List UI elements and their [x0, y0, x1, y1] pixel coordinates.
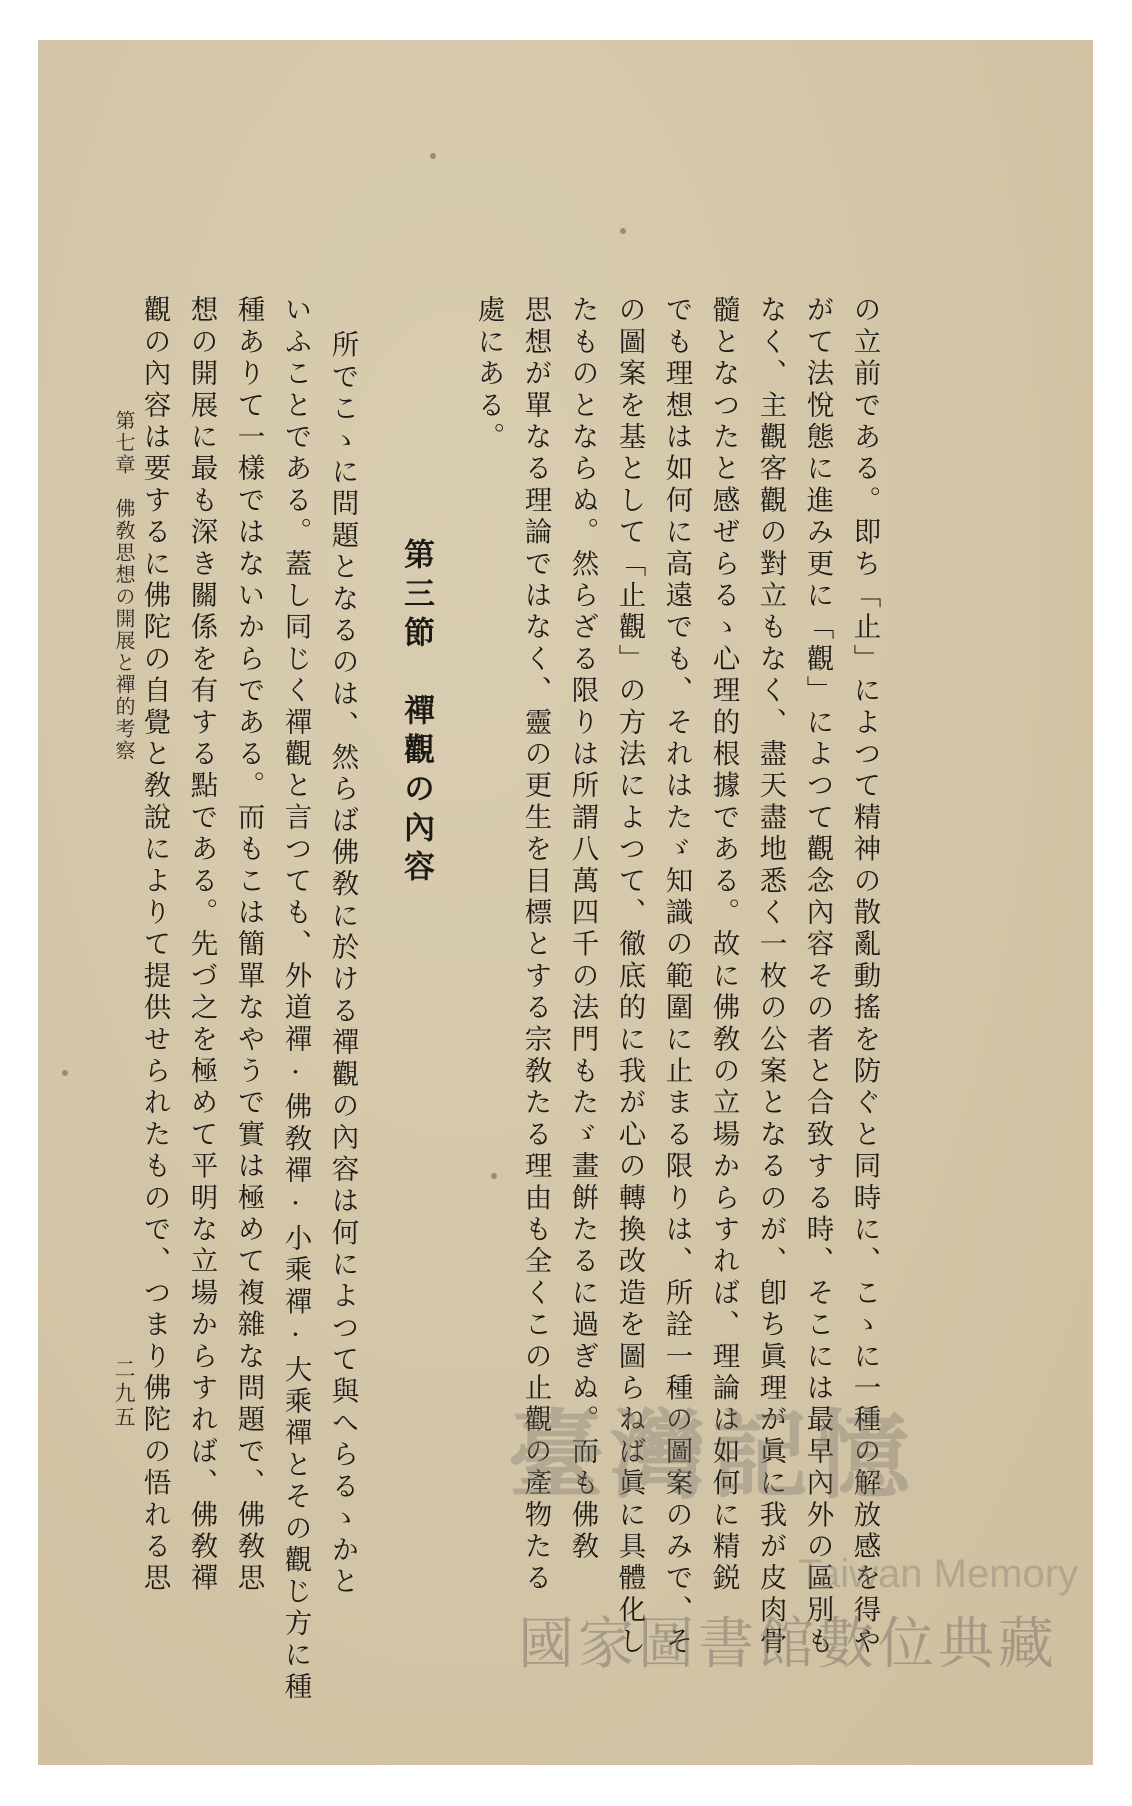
text-column-6: の圖案を基として「止觀」の方法によつて、徹底的に我が心の轉換改造を圖らねば眞に具體化し: [613, 295, 646, 1659]
watermark-library: 國家圖書館數位典藏: [518, 1612, 1058, 1677]
section-heading: 第三節 禪觀の內容: [398, 538, 434, 889]
watermark-logo: 臺灣記憶: [508, 1399, 916, 1512]
paper-speck: [620, 228, 626, 234]
text-column-9: 處にある。: [472, 295, 505, 454]
text-column-5: でも理想は如何に高遠でも、それはたゞ知識の範圍に止まる限りは、所詮一種の圖案のみで、そ: [660, 295, 693, 1659]
paper-speck: [491, 1173, 497, 1179]
paper-speck: [430, 153, 436, 159]
text-column-1: の立前である。即ち「止」によつて精神の散亂動搖を防ぐと同時に、こゝに一種の解放感を得や: [848, 295, 881, 1659]
text-column-8: 思想が單なる理論ではなく、靈の更生を目標とする宗敎たる理由も全くこの止觀の產物たる: [519, 295, 552, 1595]
book-page: [38, 40, 1093, 1765]
page-number: 二九五: [112, 1358, 136, 1430]
text-column-12: 種ありて一樣ではないからである。而もこは簡單なやうで實は極めて複雜な問題で、佛敎思: [232, 295, 265, 1595]
text-column-3: なく、主觀客觀の對立もなく、盡天盡地悉く一枚の公案となるのが、卽ち眞理が眞に我が皮肉骨: [754, 295, 787, 1659]
text-column-14: 觀の內容は要するに佛陀の自覺と敎說によりて提供せられたもので、つまり佛陀の悟れる思: [138, 295, 171, 1595]
text-column-7: たものとならぬ。然らざる限りは所謂八萬四千の法門もたゞ畫餠たるに過ぎぬ。而も佛敎: [566, 295, 599, 1563]
text-column-10: 所でこゝに問題となるのは、然らば佛敎に於ける禪觀の內容は何によつて與へらるゝかと: [326, 330, 359, 1598]
watermark-english: Taiwan Memory: [798, 1552, 1079, 1596]
text-column-4: 髓となつたと感ぜらるゝ心理的根據である。故に佛敎の立場からすれば、理論は如何に精鋭: [707, 295, 740, 1595]
text-column-2: がて法悅態に進み更に「觀」によつて觀念內容その者と合致する時、そこには最早內外の區別も: [801, 295, 834, 1659]
chapter-footer: 第七章 佛敎思想の開展と禪的考察: [112, 410, 136, 762]
text-column-13: 想の開展に最も深き關係を有する點である。先づ之を極めて平明な立場からすれば、佛敎禪: [185, 295, 218, 1595]
text-column-11: いふことである。蓋し同じく禪觀と言つても、外道禪·佛敎禪·小乘禪·大乘禪とその觀じ方に種: [279, 295, 312, 1704]
paper-speck: [62, 1070, 68, 1076]
